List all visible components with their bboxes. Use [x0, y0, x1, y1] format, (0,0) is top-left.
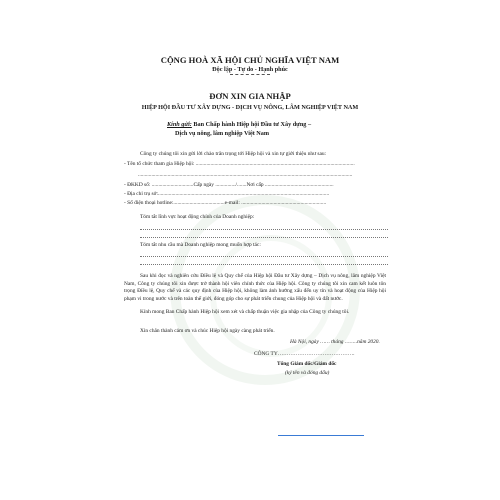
signature-note: (ký tên và đóng dấu): [285, 370, 330, 376]
recipient-label: Kính gửi:: [167, 121, 192, 128]
intro-text: Công ty chúng tôi xin gửi lời chào trân trọng tới Hiệp hội và xin tự giới thiệu như sau:: [140, 151, 327, 157]
organization-name: HIỆP HỘI ĐẦU TƯ XÂY DỰNG - DỊCH VỤ NÔNG, LÂM NGHIỆP VIỆT NAM: [141, 104, 359, 111]
needs-line-1: [140, 256, 388, 257]
field-phone: - Số điện thoại hotline:......................................e-mail: ...............................................................: [124, 200, 327, 206]
needs-line-2: [140, 264, 388, 265]
place-date: Hà Nội, ngày …… tháng ……..năm 2020.: [290, 339, 380, 345]
document-title: ĐƠN XIN GIA NHẬP: [209, 91, 291, 101]
recipient-line-2: Dịch vụ nông, lâm nghiệp Việt Nam: [175, 130, 270, 137]
field-org-name: - Tên tổ chức tham gia Hiệp hội: ......................................................................................................................: [124, 161, 355, 167]
summary-line-1: [140, 229, 388, 230]
signature-underline: [278, 435, 364, 436]
recipient-line-1: [167, 121, 311, 128]
commitment-paragraph: Sau khi đọc và nghiên cứu Điều lệ và Quy chế của Hiệp hội Đầu tư Xây dựng – Dịch vụ nông, lâm nghiệp Việt Nam, Công ty chúng tôi xin được trở thành hội viên chính thức của Hiệp hội. Công ty chúng tôi xin cam kết luôn tôn trọng Điều lệ, Quy chế và các quy định của Hiệp hội, không làm ảnh hưởng xấu đến uy tín và hoạt động của Hiệp hội phạm vi trong nước và trên toàn thế giới, đóng góp cho sự phát triển chung của Hiệp hội và đất nước.: [124, 273, 386, 302]
company-signature-line: CÔNG TY…………………………………….: [254, 351, 355, 357]
field-org-name-cont: ...............................................................................................................................................................: [138, 172, 353, 178]
motto: Độc lập - Tự do - Hạnh phúc: [212, 66, 288, 73]
field-dkkd: - ĐKKD số: ...............................Cấp ngày .............../.......Nơi cấp ...................................................: [124, 182, 334, 188]
request-paragraph: Kính mong Ban Chấp hành Hiệp hội xem xét và chấp thuận việc gia nhập của Công ty chúng tôi.: [140, 309, 350, 315]
nation-header: CỘNG HOÀ XÃ HỘI CHỦ NGHĨA VIỆT NAM: [160, 55, 340, 65]
signer-title: Tổng Giám đốc/Giám đốc: [277, 361, 337, 367]
field-address: - Địa chỉ trụ sở:...............................................................................................................................: [124, 191, 330, 197]
field-summary-label: Tóm tắt lĩnh vực hoạt động chính của Doanh nghiệp:: [140, 214, 255, 220]
thanks-text: Xin chân thành cảm ơn và chúc Hiệp hội ngày càng phát triển.: [140, 328, 275, 334]
ornament-divider: [230, 74, 270, 76]
summary-line-2: [140, 237, 388, 238]
field-needs-label: Tóm tắt nhu cầu mà Doanh nghiệp mong muốn hợp tác:: [140, 242, 261, 248]
recipient-text-1: Ban Chấp hành Hiệp hội Đầu tư Xây dựng –: [191, 121, 312, 128]
